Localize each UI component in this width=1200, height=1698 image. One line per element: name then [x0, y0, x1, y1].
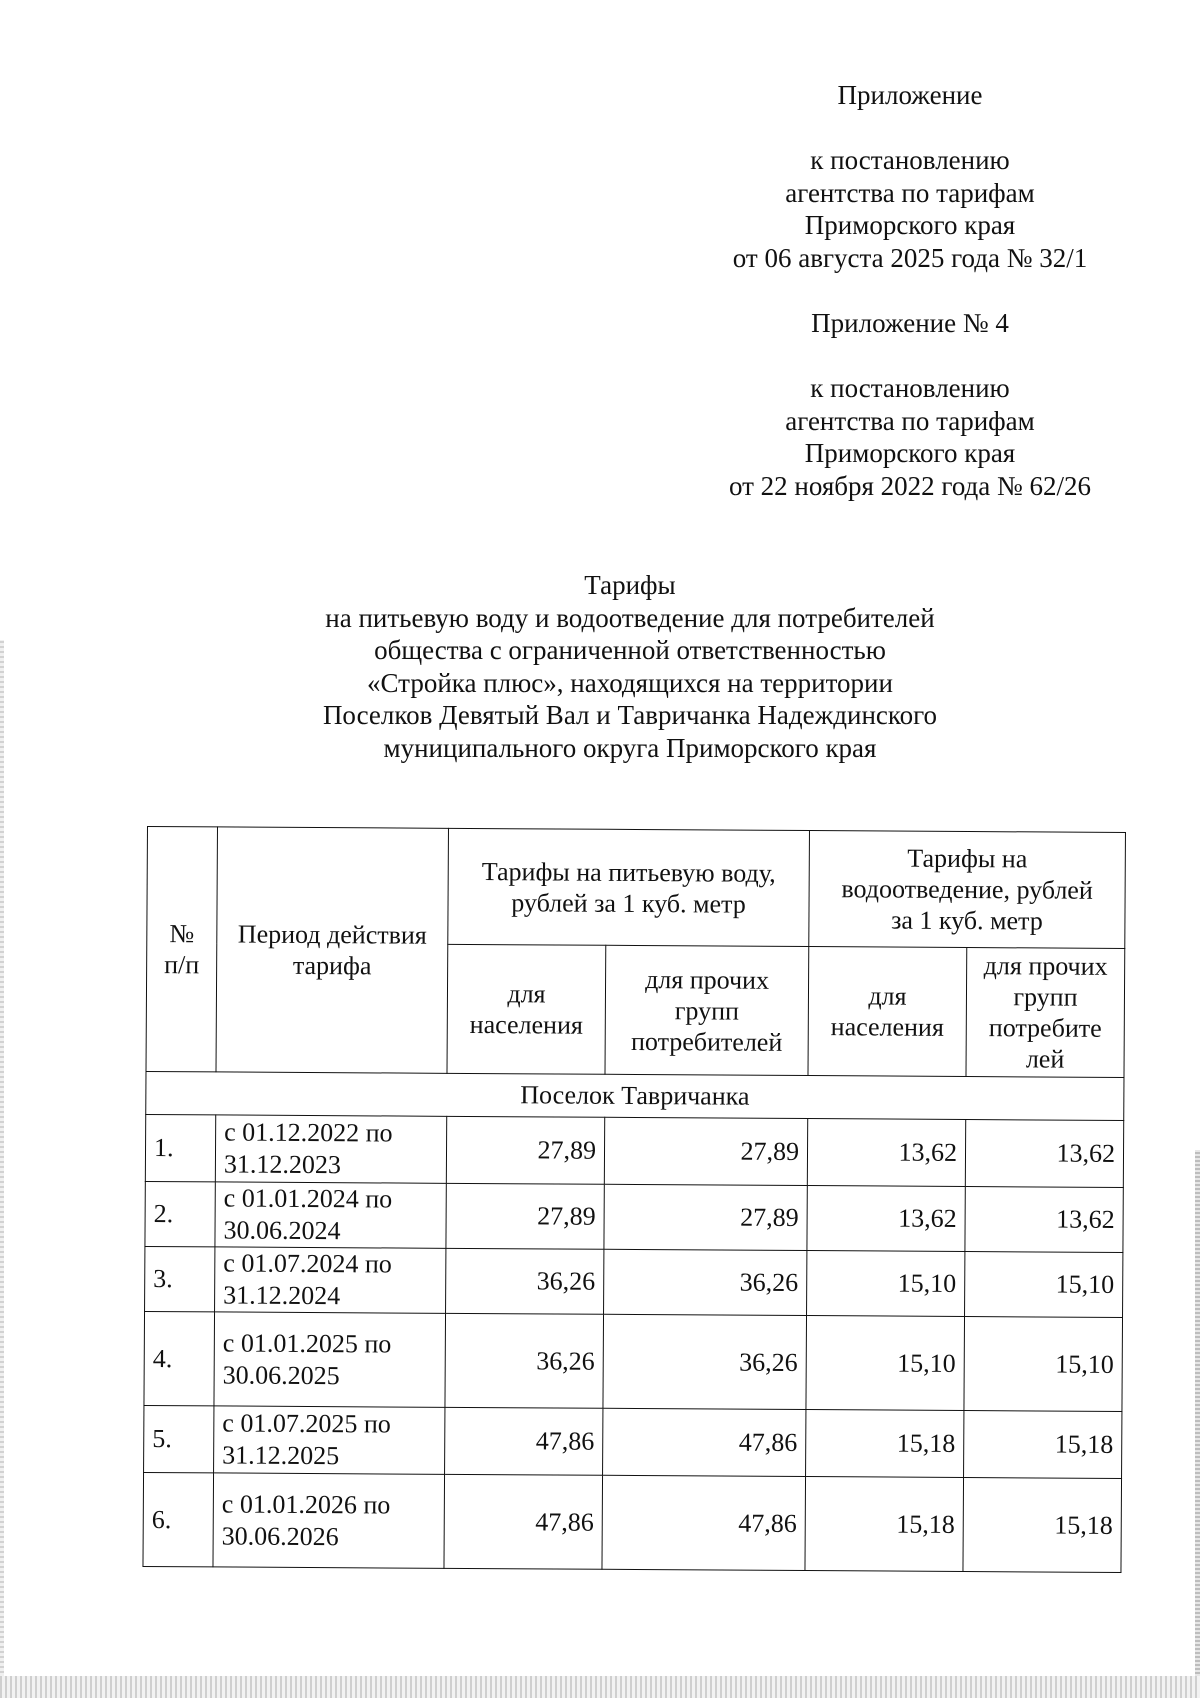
drain-other-value: 15,10: [965, 1252, 1123, 1318]
tariff-title-line: на питьевую воду и водоотведение для потребителей: [325, 602, 935, 633]
period-line: 30.06.2026: [221, 1520, 339, 1551]
header-period: [216, 827, 448, 1073]
header-period-line: Период действия: [237, 919, 427, 950]
row-num: 6.: [143, 1472, 214, 1566]
header-num: [146, 827, 217, 1072]
header-drain-population: [808, 947, 967, 1077]
drain-population-value: 15,18: [805, 1477, 964, 1572]
scan-edge-shadow: [1195, 1150, 1200, 1698]
water-other-value: 27,89: [604, 1117, 807, 1185]
table-row: [145, 1114, 1123, 1187]
subheader-line: для: [507, 979, 546, 1009]
header-water-line: рублей за 1 куб. метр: [511, 887, 746, 919]
appendix-line: к постановлению: [810, 145, 1010, 175]
tariff-table: [142, 826, 1126, 1573]
drain-population-value: 13,62: [807, 1186, 965, 1252]
drain-population-value: 15,18: [806, 1410, 964, 1478]
subheader-line: для прочих: [983, 951, 1108, 981]
water-population-value: 36,26: [446, 1248, 604, 1314]
appendix-line: Приморского края: [804, 210, 1016, 240]
subheader-line: населения: [469, 1009, 583, 1040]
header-water-group: [448, 828, 810, 946]
row-num: 2.: [145, 1181, 215, 1246]
tariff-title-line: Тарифы: [584, 570, 676, 600]
water-other-value: 36,26: [604, 1249, 807, 1315]
subheader-line: лей: [1025, 1044, 1065, 1074]
header-water-line: Тарифы на питьевую воду,: [481, 856, 776, 888]
table-row: [144, 1405, 1122, 1478]
section-title: Поселок Тавричанка: [146, 1071, 1124, 1120]
header-water-population: [447, 944, 606, 1074]
header-drain-line: Тарифы на: [907, 843, 1028, 874]
scan-edge-shadow: [0, 640, 4, 1698]
row-num: 1.: [145, 1114, 215, 1181]
period-line: 31.12.2025: [222, 1440, 340, 1471]
drain-other-value: 15,18: [963, 1478, 1122, 1573]
appendix-line: Приморского края: [804, 438, 1016, 468]
period-line: с 01.01.2026 по: [221, 1488, 391, 1519]
table-row: [143, 1472, 1122, 1572]
drain-other-value: 15,10: [964, 1317, 1123, 1412]
tariff-title-line: муниципального округа Приморского края: [383, 732, 877, 763]
appendix-title: Приложение № 4: [811, 308, 1009, 338]
subheader-line: групп: [674, 995, 740, 1026]
water-other-value: 47,86: [602, 1475, 806, 1570]
row-period: [215, 1115, 446, 1183]
water-other-value: 27,89: [604, 1184, 807, 1250]
water-population-value: 27,89: [446, 1183, 604, 1249]
table-row: [145, 1181, 1123, 1252]
row-period: [215, 1247, 446, 1313]
period-line: 31.12.2024: [223, 1280, 341, 1311]
drain-population-value: 15,10: [806, 1316, 965, 1411]
drain-population-value: 15,10: [807, 1251, 965, 1317]
header-drain-line: за 1 куб. метр: [891, 905, 1043, 936]
appendix-line: к постановлению: [810, 373, 1010, 403]
period-line: 30.06.2025: [222, 1359, 340, 1390]
table-row: [145, 1246, 1123, 1317]
scan-edge-shadow: [0, 1676, 1200, 1698]
appendix-current-block: [680, 79, 1140, 274]
water-population-value: 27,89: [446, 1116, 604, 1184]
water-other-value: 47,86: [603, 1408, 806, 1476]
appendix-line: от 06 августа 2025 года № 32/1: [732, 242, 1088, 273]
header-drain-group: [809, 831, 1126, 949]
row-period: [214, 1312, 446, 1407]
section-row: [146, 1071, 1124, 1120]
drain-other-value: 13,62: [965, 1187, 1123, 1253]
subheader-line: для прочих: [645, 964, 770, 995]
period-line: с 01.01.2025 по: [222, 1327, 392, 1359]
appendix-original-block: [680, 307, 1140, 502]
row-num: 3.: [145, 1246, 215, 1311]
tariff-title: [260, 569, 1000, 764]
header-drain-line: водоотведение, рублей: [841, 874, 1093, 905]
water-population-value: 47,86: [445, 1407, 603, 1475]
period-line: 30.06.2024: [223, 1215, 341, 1246]
period-line: с 01.12.2022 по: [224, 1117, 393, 1148]
appendix-title: Приложение: [837, 80, 983, 110]
drain-population-value: 13,62: [807, 1119, 965, 1187]
appendix-line: агентства по тарифам: [785, 177, 1035, 208]
subheader-line: потребителей: [630, 1026, 783, 1057]
period-line: 31.12.2023: [223, 1149, 342, 1180]
header-num-line: №: [169, 919, 195, 949]
tariff-title-line: общества с ограниченной ответственностью: [374, 635, 886, 665]
row-period: [215, 1182, 446, 1248]
water-other-value: 36,26: [603, 1314, 807, 1409]
table-header-row: [147, 827, 1126, 949]
table-row: [144, 1311, 1123, 1411]
header-water-other: [605, 945, 809, 1075]
period-line: с 01.01.2024 по: [223, 1183, 393, 1214]
row-period: [214, 1406, 445, 1474]
water-population-value: 36,26: [445, 1313, 604, 1408]
period-line: с 01.07.2024 по: [223, 1248, 392, 1279]
subheader-line: для: [868, 981, 907, 1011]
row-period: [213, 1473, 445, 1568]
row-num: 4.: [144, 1311, 215, 1405]
period-line: с 01.07.2025 по: [222, 1408, 391, 1439]
drain-other-value: 13,62: [965, 1120, 1123, 1188]
appendix-line: от 22 ноября 2022 года № 62/26: [728, 470, 1092, 501]
header-drain-other: [966, 948, 1125, 1078]
tariff-title-line: «Стройка плюс», находящихся на территории: [367, 667, 893, 698]
tariff-title-line: Поселков Девятый Вал и Тавричанка Надеждинского: [322, 700, 938, 730]
subheader-line: населения: [830, 1012, 944, 1042]
header-num-line: п/п: [164, 950, 200, 980]
water-population-value: 47,86: [444, 1474, 603, 1569]
row-num: 5.: [144, 1405, 214, 1472]
drain-other-value: 15,18: [964, 1411, 1122, 1479]
subheader-line: групп: [1013, 982, 1078, 1012]
subheader-line: потребите: [988, 1013, 1102, 1043]
appendix-line: агентства по тарифам: [785, 405, 1035, 436]
header-period-line: тарифа: [292, 950, 372, 981]
